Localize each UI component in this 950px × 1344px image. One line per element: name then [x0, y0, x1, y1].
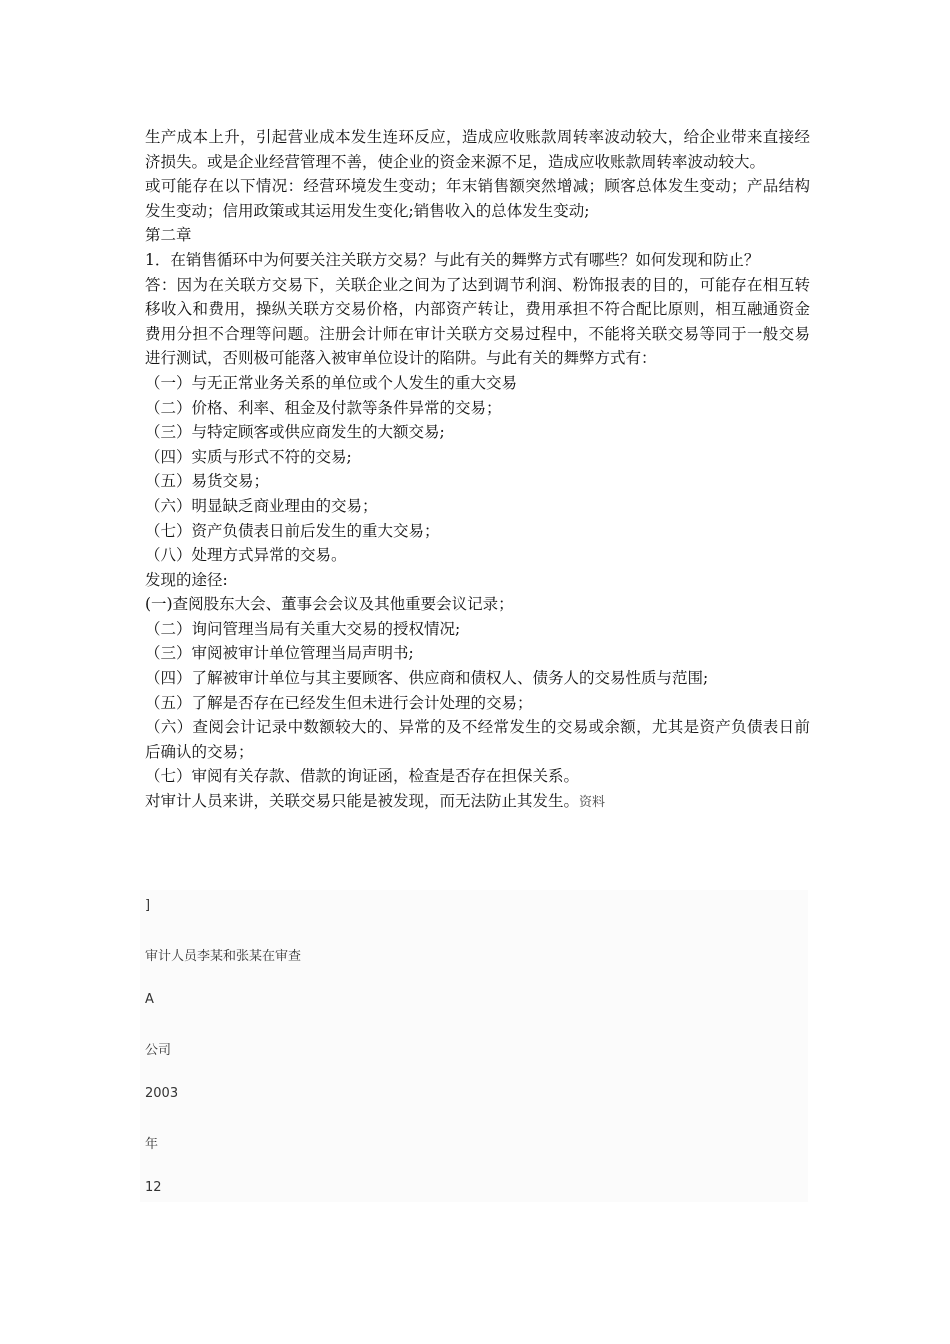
discovery-heading: 发现的途径:	[145, 570, 228, 589]
list-item: （五）易货交易；	[145, 472, 270, 491]
list-item: （二）价格、利率、租金及付款等条件异常的交易；	[145, 398, 502, 417]
list-item: （五）了解是否存在已经发生但未进行会计处理的交易；	[145, 693, 533, 712]
fragment-auditors: 审计人员李某和张某在审查	[145, 949, 302, 964]
list-item: （八）处理方式异常的交易。	[145, 546, 347, 565]
paragraph-possible-situations: 或可能存在以下情况：经营环境发生变动；年末销售额突然增减；顾客总体发生变动；产品结构发生变动；信用政策或其运用发生变化;销售收入的总体发生变动;	[145, 177, 810, 220]
list-item: （六）明显缺乏商业理由的交易；	[145, 496, 378, 515]
fragment-letter-a: A	[145, 992, 154, 1007]
list-item: （四）实质与形式不符的交易;	[145, 447, 352, 466]
fragment-year-char: 年	[145, 1137, 159, 1152]
document-body	[145, 125, 810, 816]
list-item: （七）资产负债表日前后发生的重大交易；	[145, 521, 440, 540]
fragment-company: 公司	[145, 1043, 172, 1058]
fragment-month-number: 12	[145, 1180, 162, 1195]
fragment-bracket: ]	[145, 898, 151, 913]
extracted-fragments-box	[140, 890, 808, 1202]
list-item: （四）了解被审计单位与其主要顾客、供应商和债权人、债务人的交易性质与范围;	[145, 669, 709, 688]
list-item: （一）与无正常业务关系的单位或个人发生的重大交易	[145, 373, 518, 392]
list-item: （六）查阅会计记录中数额较大的、异常的及不经常发生的交易或余额，尤其是资产负债表日前后确认的交易；	[145, 718, 810, 761]
list-item: （七）审阅有关存款、借款的询证函，检查是否存在担保关系。	[145, 767, 580, 786]
conclusion-text: 对审计人员来讲，关联交易只能是被发现，而无法防止其发生。	[145, 792, 580, 811]
list-item: (一)查阅股东大会、董事会会议及其他重要会议记录；	[145, 595, 514, 614]
conclusion-line	[145, 789, 810, 816]
paragraph-cost-rise: 生产成本上升，引起营业成本发生连环反应，造成应收账款周转率波动较大，给企业带来直接经济损失。或是企业经营管理不善，使企业的资金来源不足，造成应收账款周转率波动较大。	[145, 128, 810, 171]
fraud-methods-list	[145, 371, 810, 568]
conclusion-tail: 资料	[579, 795, 606, 811]
answer-paragraph: 答：因为在关联方交易下，关联企业之间为了达到调节利润、粉饰报表的目的，可能存在相互转移收入和费用，操纵关联方交易价格，内部资产转让，费用承担不符合配比原则，相互融通资金费用分担不合理等问题。注册会计师在审计关联方交易过程中，不能将关联交易等同于一般交易进行测试，否则极可能落入被审单位设计的陷阱。与此有关的舞弊方式有：	[145, 275, 810, 368]
chapter-heading: 第二章	[145, 226, 192, 245]
list-item: （三）审阅被审计单位管理当局声明书;	[145, 644, 414, 663]
list-item: （二）询问管理当局有关重大交易的授权情况;	[145, 619, 461, 638]
list-item: （三）与特定顾客或供应商发生的大额交易;	[145, 423, 445, 442]
question-text: 1．在销售循环中为何要关注关联方交易？与此有关的舞弊方式有哪些？如何发现和防止？	[145, 250, 760, 269]
fragment-year-number: 2003	[145, 1086, 179, 1101]
discovery-methods-list	[145, 592, 810, 789]
